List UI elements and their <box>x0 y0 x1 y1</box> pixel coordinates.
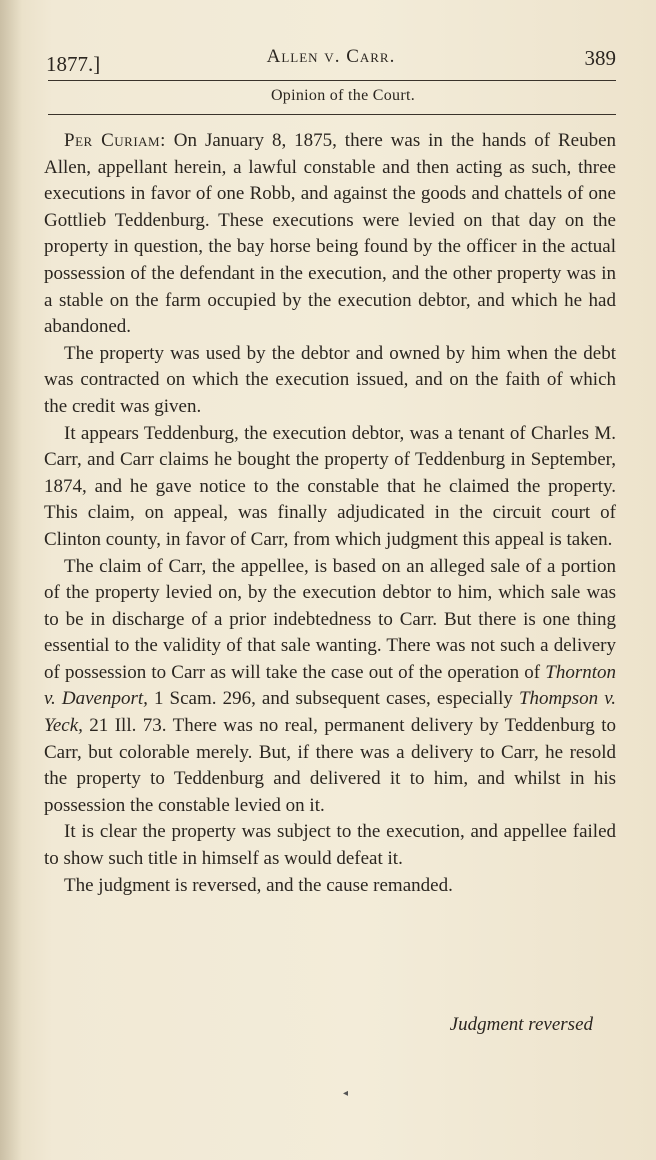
paragraph-3: It appears Teddenburg, the execution debtor, was a tenant of Charles M. Carr, and Carr claims he bought the property of Teddenburg in September, 1874, and he gave notice to the constable that he claimed the property. This claim, on appeal, was finally adjudicated in the circuit court of Clinton county, in favor of Carr, from which judgment this appeal is taken. <box>44 422 616 550</box>
opinion-subheading: Opinion of the Court. <box>270 87 416 104</box>
paragraph-4-text-c: 21 Ill. 73. There was no real, permanent delivery by Teddenburg to Carr, but colorable merely. But, if there was a delivery to Carr, he resold the property to Teddenburg and delivered it to him, and whilst in his possession the constable levied on it. <box>44 715 616 816</box>
header-rule-top <box>48 80 616 81</box>
paragraph-1 <box>44 128 616 341</box>
opinion-body <box>44 128 616 899</box>
paragraph-6: The judgment is reversed, and the cause remanded. <box>64 874 453 896</box>
paragraph-2: The property was used by the debtor and owned by him when the debt was contracted on which the execution issued, and on the faith of which the credit was given. <box>44 342 616 417</box>
case-citation-thornton: Thornton v. Davenport, <box>44 661 616 710</box>
page-gutter-shadow <box>0 0 22 1160</box>
case-citation-thompson: Thompson v. Yeck, <box>44 688 616 737</box>
per-curiam-lead: Per Curiam: <box>64 130 166 151</box>
judgment-signoff: Judgment reversed <box>449 1014 593 1035</box>
page-number: 389 <box>584 46 616 70</box>
paragraph-4 <box>44 554 616 820</box>
running-head <box>46 44 616 74</box>
header-year: 1877.] <box>46 52 101 76</box>
paragraph-4-text-b: 1 Scam. 296, and subsequent cases, especially <box>147 688 519 710</box>
header-rule-bottom <box>48 114 616 115</box>
paragraph-5: It is clear the property was subject to the execution, and appellee failed to show such title in himself as would defeat it. <box>44 821 616 870</box>
print-mark: ◂ <box>343 1088 349 1099</box>
header-case-title: Allen v. Carr. <box>266 46 396 67</box>
paragraph-4-text-a: The claim of Carr, the appellee, is based on an alleged sale of a portion of the property levied on, by the execution debtor to him, which sale was to be in discharge of a prior indebtedness to Carr. But there is one thing essential to the validity of that sale wanting. There was not such a delivery of possession to Carr as will take the case out of the operation of <box>44 555 616 683</box>
paragraph-1-text: On January 8, 1875, there was in the hands of Reuben Allen, appellant herein, a lawful constable and then acting as such, three executions in favor of one Robb, and against the goods and chattels of one Gottlieb Teddenburg. These executions were levied on that day on the property in question, the bay horse being found by the officer in the actual possession of the defendant in the execution, and the other property was in a stable on the farm occupied by the execution debtor, and which he had abandoned. <box>44 130 617 338</box>
